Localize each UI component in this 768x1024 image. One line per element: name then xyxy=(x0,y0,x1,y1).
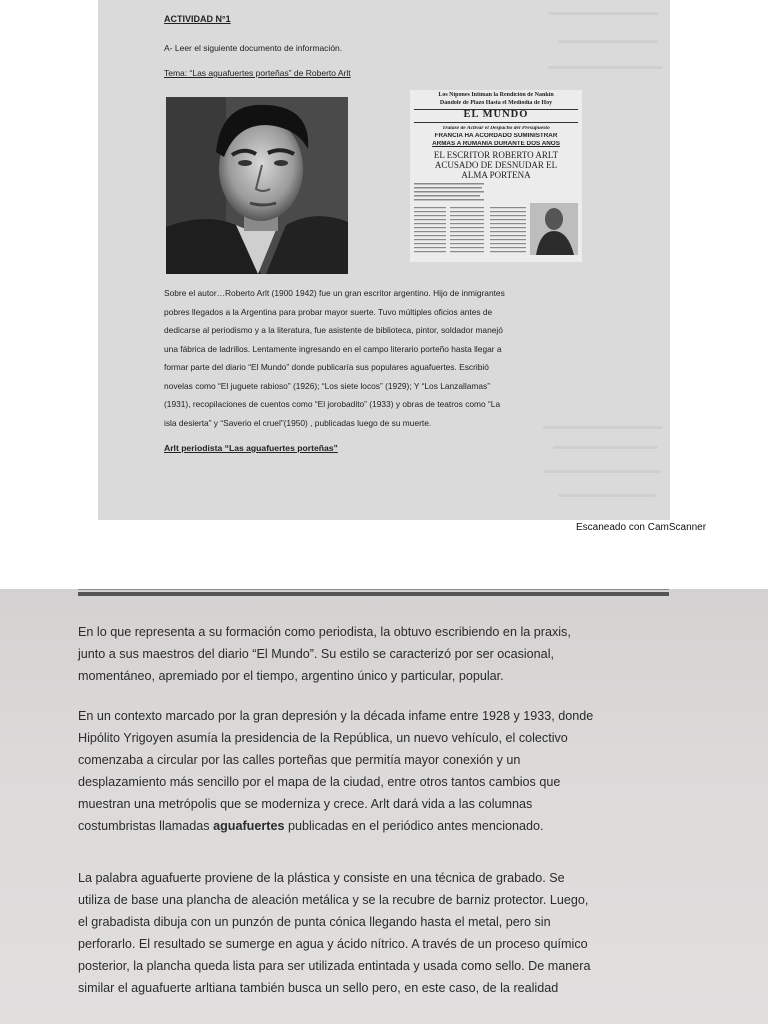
text-line: comenzaba a circular por las calles porteñas que permitía mayor conexión y un xyxy=(78,753,521,767)
text-line: momentáneo, apremiado por el tiempo, argentino único y particular, popular. xyxy=(78,669,504,683)
top-rule-thin xyxy=(78,589,669,590)
newspaper-columns xyxy=(414,183,578,261)
text-line: utiliza de base una plancha de aleación metálica y se la recubre de barniz protector. Luego, xyxy=(78,893,589,907)
aguafuertes-bold: aguafuertes xyxy=(213,819,285,833)
bio-line: isla desierta” y “Saverio el cruel”(1950) , publicadas luego de su muerte. xyxy=(164,417,432,428)
newspaper-headline-top: Los Nipones Intiman la Rendición de Nankin xyxy=(438,92,554,98)
bio-line: novelas como “El juguete rabioso” (1926); “Los siete locos” (1929); Y “Los Lanzallamas” xyxy=(164,380,491,391)
top-rule xyxy=(78,592,669,596)
text-line: perforarlo. El resultado se sumerge en agua y ácido nítrico. A través de un proceso químico xyxy=(78,937,588,951)
paragraph-context-last-line: costumbristas llamadas aguafuertes publicadas en el periódico antes mencionado. xyxy=(78,819,544,833)
bio-line: una fábrica de ladrillos. Lentamente ingresando en el campo literario porteño hasta llegar a xyxy=(164,343,502,354)
photographed-page xyxy=(0,589,768,1024)
text-line: el grabadista dibuja con un punzón de punta cónica llegando hasta el metal, pero sin xyxy=(78,915,551,929)
paragraph-context xyxy=(78,705,718,837)
newspaper-masthead: EL MUNDO xyxy=(463,110,529,120)
bio-line: formar parte del diario “El Mundo” donde publicaría sus populares aguafuertes. Escribió xyxy=(164,362,489,372)
newspaper-headline-top-2: Dándole de Plazo Hasta el Mediodía de Hoy xyxy=(439,100,553,106)
bio-line: pobres llegados a la Argentina para probar mayor suerte. Tuvo múltiples oficios antes de xyxy=(164,306,493,317)
section-subheading: Arlt periodista “Las aguafuertes porteñas” xyxy=(164,443,338,453)
text-line: En un contexto marcado por la gran depresión y la década infame entre 1928 y 1933, donde xyxy=(78,709,594,723)
text-line: Hipólito Yrigoyen asumía la presidencia de la República, un nuevo vehículo, el colectivo xyxy=(78,731,568,745)
bio-line: (1931), recopilaciones de cuentos como “El jorobadito” (1933) y obras de teatros como “La xyxy=(164,399,501,409)
newspaper-main-headline-2: ACUSADO DE DESNUDAR EL xyxy=(434,161,558,170)
bio-line: dedicarse al periodismo y a la literatura, fue asistente de biblioteca, pintor, soldador manejó xyxy=(164,325,503,335)
camscanner-watermark: Escaneado con CamScanner xyxy=(576,522,707,533)
text-line: similar el aguafuerte arltiana también busca un sello pero, en este caso, de la realidad xyxy=(78,981,559,995)
scanned-page xyxy=(98,0,670,520)
newspaper-subheadline-1: Tratase de Activar el Despacho del Presupuesto xyxy=(442,126,550,131)
newspaper-subheadline-2: FRANCIA HA ACORDADO SUMINISTRAR xyxy=(434,133,558,139)
author-bio xyxy=(164,284,594,432)
newspaper-main-headline-1: EL ESCRITOR ROBERTO ARLT xyxy=(433,151,559,160)
text-line: La palabra aguafuerte proviene de la plástica y consiste en una técnica de grabado. Se xyxy=(78,871,565,885)
newspaper-clipping xyxy=(410,90,582,262)
instruction-text: A- Leer el siguiente documento de información. xyxy=(164,43,343,53)
paragraph-journalism xyxy=(78,621,718,687)
paragraph-etching-technique xyxy=(78,867,718,999)
topic-heading: Tema: “Las aguafuertes porteñas” de Roberto Arlt xyxy=(164,68,351,78)
text-line: junto a sus maestros del diario “El Mundo”. Su estilo se caracterizó por ser ocasional, xyxy=(78,647,554,661)
newspaper-main-headline-3: ALMA PORTEÑA xyxy=(461,171,531,180)
text-line: posterior, la plancha queda lista para ser utilizada entintada y usada como sello. De manera xyxy=(78,959,591,973)
text-line: muestran una metrópolis que se moderniza y crece. Arlt dará vida a las columnas xyxy=(78,797,533,811)
bio-line: Sobre el autor…Roberto Arlt (1900 1942) fue un gran escritor argentino. Hijo de inmigrantes xyxy=(164,288,505,298)
author-portrait xyxy=(166,97,348,274)
text-line: En lo que representa a su formación como periodista, la obtuvo escribiendo en la praxis, xyxy=(78,625,571,639)
text-line: desplazamiento más sencillo por el mapa de la ciudad, entre otros tantos cambios que xyxy=(78,775,561,789)
activity-title: ACTIVIDAD N°1 xyxy=(164,14,231,24)
newspaper-subheadline-3: ARMAS A RUMANIA DURANTE DOS AÑOS xyxy=(432,141,560,147)
